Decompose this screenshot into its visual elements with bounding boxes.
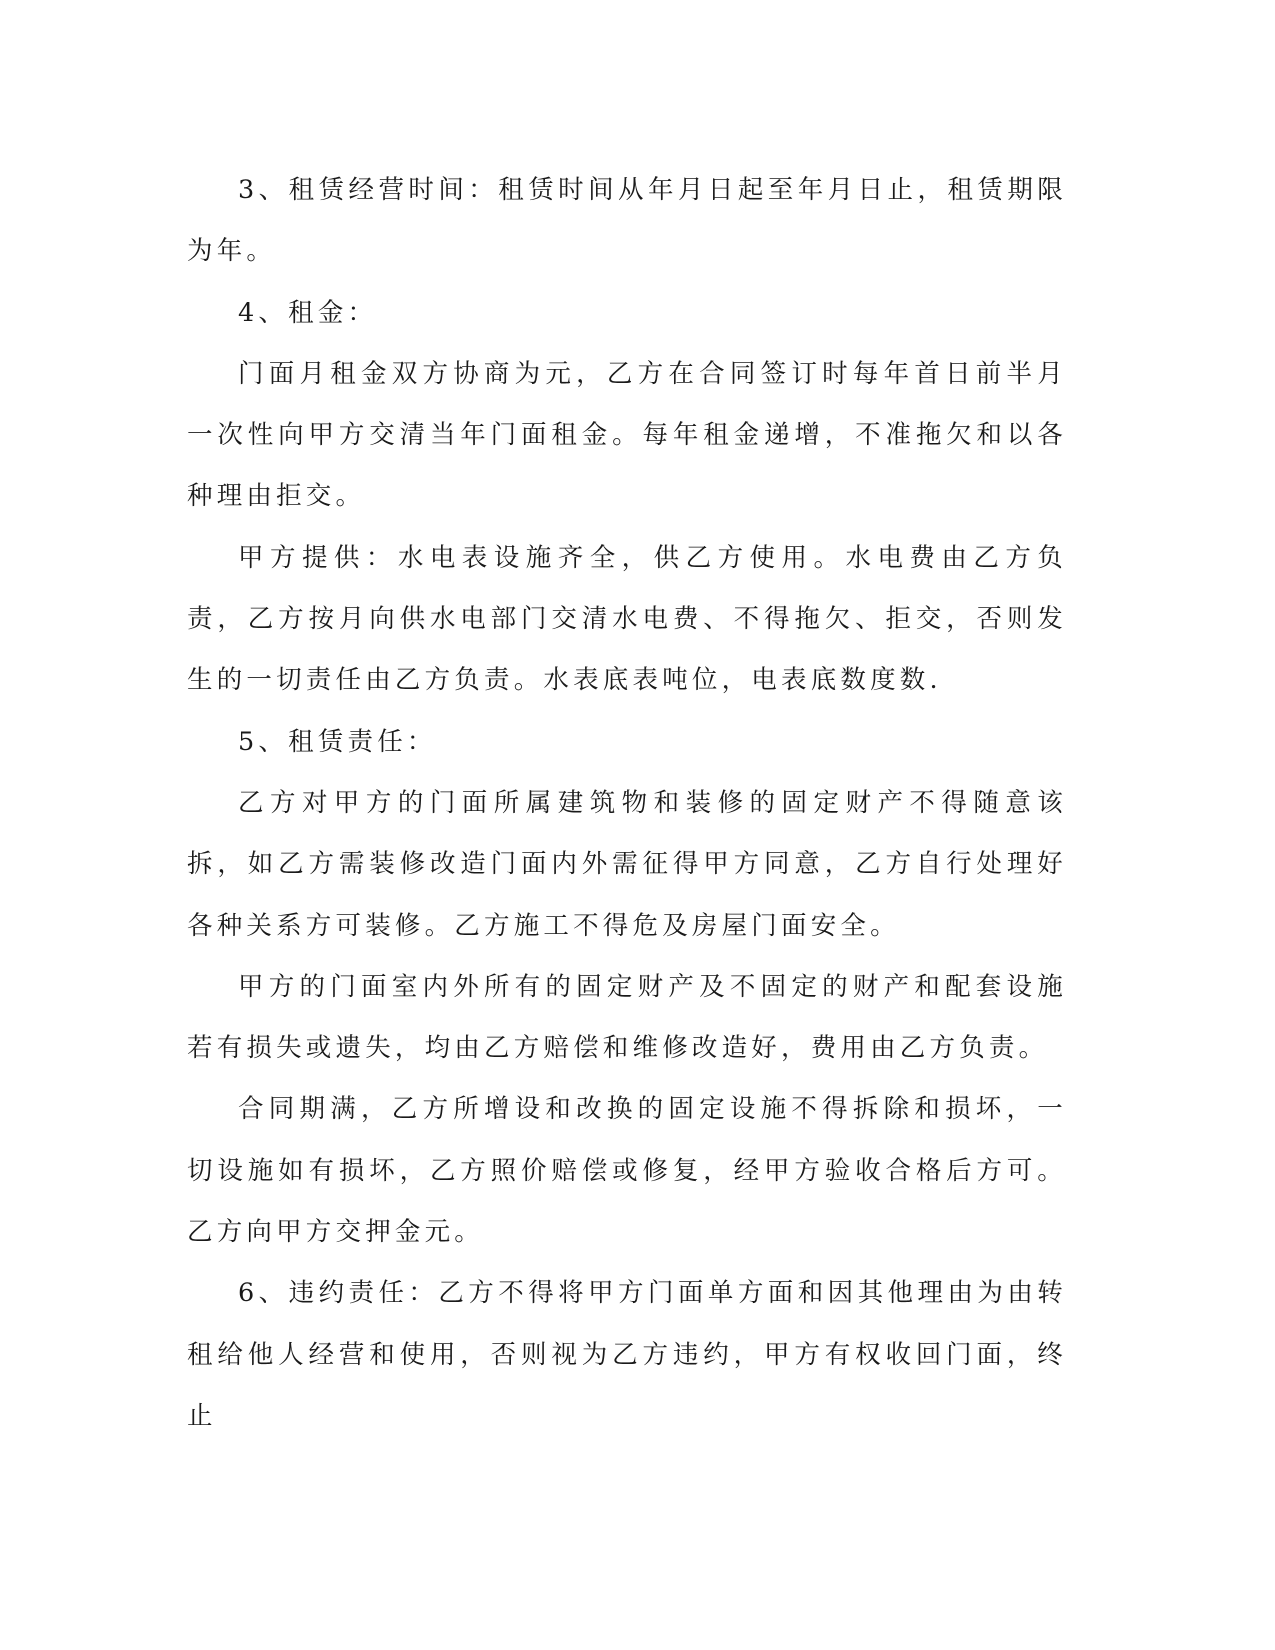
paragraph-rent-terms: 门面月租金双方协商为元，乙方在合同签订时每年首日前半月一次性向甲方交清当年门面租金。每年租金递增，不准拖欠和以各种理由拒交。	[187, 358, 1067, 512]
paragraph-renovation: 乙方对甲方的门面所属建筑物和装修的固定财产不得随意该拆，如乙方需装修改造门面内外需征得甲方同意，乙方自行处理好各种关系方可装修。乙方施工不得危及房屋门面安全。	[187, 787, 1067, 941]
paragraph-rent-heading: 4、租金：	[238, 297, 378, 328]
paragraph-contract-expiry: 合同期满，乙方所增设和改换的固定设施不得拆除和损坏，一切设施如有损坏，乙方照价赔偿或修复，经甲方验收合格后方可。乙方向甲方交押金元。	[187, 1094, 1067, 1248]
paragraph-damage-compensation: 甲方的门面室内外所有的固定财产及不固定的财产和配套设施若有损失或遗失，均由乙方赔偿和维修改造好，费用由乙方负责。	[187, 971, 1067, 1064]
paragraph-lease-period: 3、租赁经营时间：租赁时间从年月日起至年月日止，租赁期限为年。	[187, 175, 1067, 267]
document-body	[187, 160, 1067, 1447]
paragraph-responsibility-heading: 5、租赁责任：	[238, 726, 437, 757]
paragraph-utilities: 甲方提供：水电表设施齐全，供乙方使用。水电费由乙方负责，乙方按月向供水电部门交清水电费、不得拖欠、拒交，否则发生的一切责任由乙方负责。水表底表吨位，电表底数度数.	[187, 542, 1067, 696]
paragraph-breach: 6、违约责任：乙方不得将甲方门面单方面和因其他理由为由转租给他人经营和使用，否则视为乙方违约，甲方有权收回门面，终止	[187, 1278, 1067, 1431]
